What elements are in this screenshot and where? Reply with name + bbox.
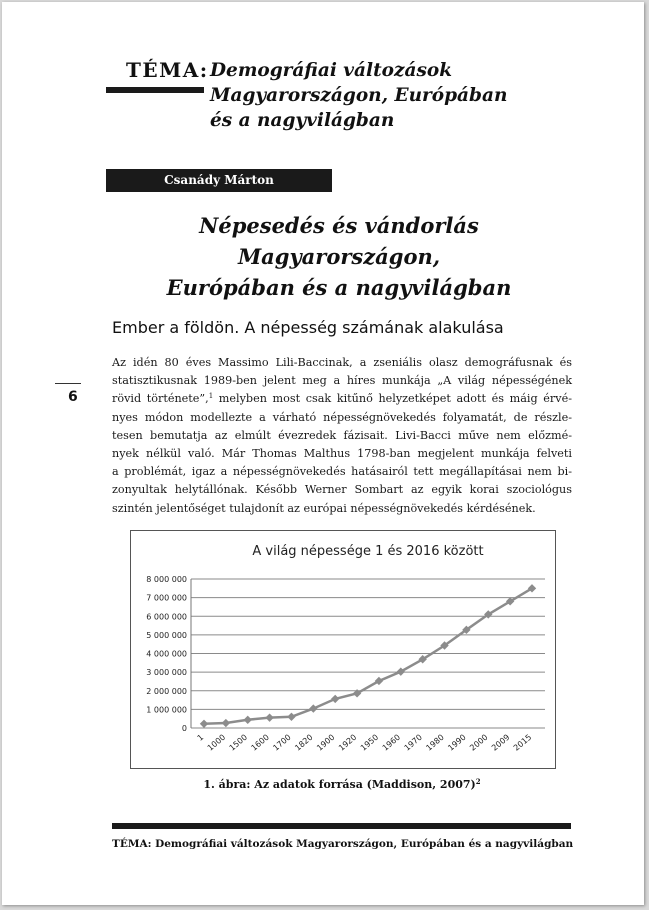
x-tick-label: 1500: [227, 732, 250, 753]
population-chart: [130, 530, 556, 769]
topic-title-line: és a nagyvilágban: [210, 110, 395, 131]
data-point: [287, 713, 295, 721]
figure-caption: [112, 778, 572, 791]
y-tick-label: 6 000 000: [146, 612, 187, 622]
data-point: [200, 720, 208, 728]
article-title-line: Európában és a nagyvilágban: [166, 275, 512, 300]
y-tick-label: 4 000 000: [146, 649, 187, 659]
data-point: [331, 695, 339, 703]
x-tick-label: 2009: [490, 732, 512, 753]
series-line: [204, 588, 532, 724]
x-tick-label: 1950: [358, 732, 381, 753]
y-tick-label: 3 000 000: [146, 668, 187, 678]
topic-title-line: Demográfiai változások: [210, 60, 453, 81]
body-line: statisztikusnak 1989-ben jelent meg a híres munkája „A világ népességének: [112, 374, 572, 388]
x-tick-label: 2000: [468, 732, 490, 753]
topic-title-line: Magyarországon, Európában: [210, 85, 508, 106]
y-tick-label: 7 000 000: [146, 593, 187, 603]
y-tick-label: 2 000 000: [146, 686, 187, 696]
y-tick-label: 8 000 000: [146, 575, 187, 584]
body-line: a problémát, igaz a népességnövekedés hatásairól tett megállapításai nem bi-: [112, 465, 572, 479]
page-number: 6: [68, 389, 78, 405]
body-paragraph: [112, 354, 572, 518]
body-line: zonyultak helytállónak. Később Werner Sombart az egyik korai szociológus: [112, 483, 572, 497]
topic-title: [210, 58, 540, 133]
x-tick-label: 1: [195, 732, 206, 743]
body-line-part: melyben most csak kitűnő helyzetképet adott és máig érvé-: [213, 392, 572, 406]
footer-bar: [112, 823, 571, 829]
footnote-marker: 1: [208, 392, 214, 401]
topic-label: TÉMA:: [126, 58, 209, 82]
x-tick-label: 2015: [511, 732, 534, 753]
x-tick-label: 1700: [271, 732, 293, 753]
y-tick-label: 1 000 000: [146, 705, 187, 715]
data-point: [265, 713, 273, 721]
x-tick-label: 1980: [424, 732, 446, 753]
footnote-marker: 2: [475, 777, 481, 786]
data-point: [222, 719, 230, 727]
page-number-rule: [55, 383, 81, 384]
article-title: [106, 210, 572, 303]
y-tick-label: 0: [181, 724, 187, 733]
topic-underline-bar: [106, 87, 204, 93]
author-badge: Csanády Márton: [106, 169, 332, 192]
chart-canvas: [131, 531, 555, 768]
body-line-part: rövid története”,: [112, 392, 209, 406]
x-tick-label: 1920: [336, 732, 359, 753]
data-point: [309, 704, 317, 712]
x-tick-label: 1000: [205, 732, 228, 753]
document-page: [2, 2, 644, 905]
body-line: nyek nélkül való. Már Thomas Malthus 1798-ban megjelent munkája felveti: [112, 446, 572, 460]
chart-title: A világ népessége 1 és 2016 között: [252, 544, 484, 559]
y-tick-label: 5 000 000: [146, 630, 187, 640]
body-line: Az idén 80 éves Massimo Lili-Baccinak, a zseniális olasz demográfusnak és: [112, 356, 572, 369]
x-tick-label: 1990: [446, 732, 468, 753]
x-tick-label: 1900: [315, 732, 337, 753]
article-title-line: Népesedés és vándorlás Magyarországon,: [199, 213, 479, 269]
footer-running-title: TÉMA: Demográfiai változások Magyarországon, Európában és a nagyvilágban: [112, 838, 574, 850]
body-line: [112, 390, 572, 408]
x-tick-label: 1600: [249, 732, 271, 753]
body-line: tesen bemutatja az elmúlt évezredek fázisait. Livi-Bacci műve nem előzmé-: [112, 428, 572, 442]
x-tick-label: 1960: [380, 732, 403, 753]
body-line: nyes módon modellezte a várható népességnövekedés folyamatát, de részle-: [112, 410, 572, 424]
data-point: [244, 716, 252, 724]
section-heading: Ember a földön. A népesség számának alakulása: [112, 318, 504, 337]
x-tick-label: 1820: [293, 732, 315, 753]
x-tick-label: 1970: [402, 732, 424, 753]
figure-caption-text: 1. ábra: Az adatok forrása (Maddison, 2007): [203, 778, 476, 791]
body-line: szintén jelentőséget tulajdonít az európai népességnövekedés kérdésének.: [112, 501, 536, 515]
